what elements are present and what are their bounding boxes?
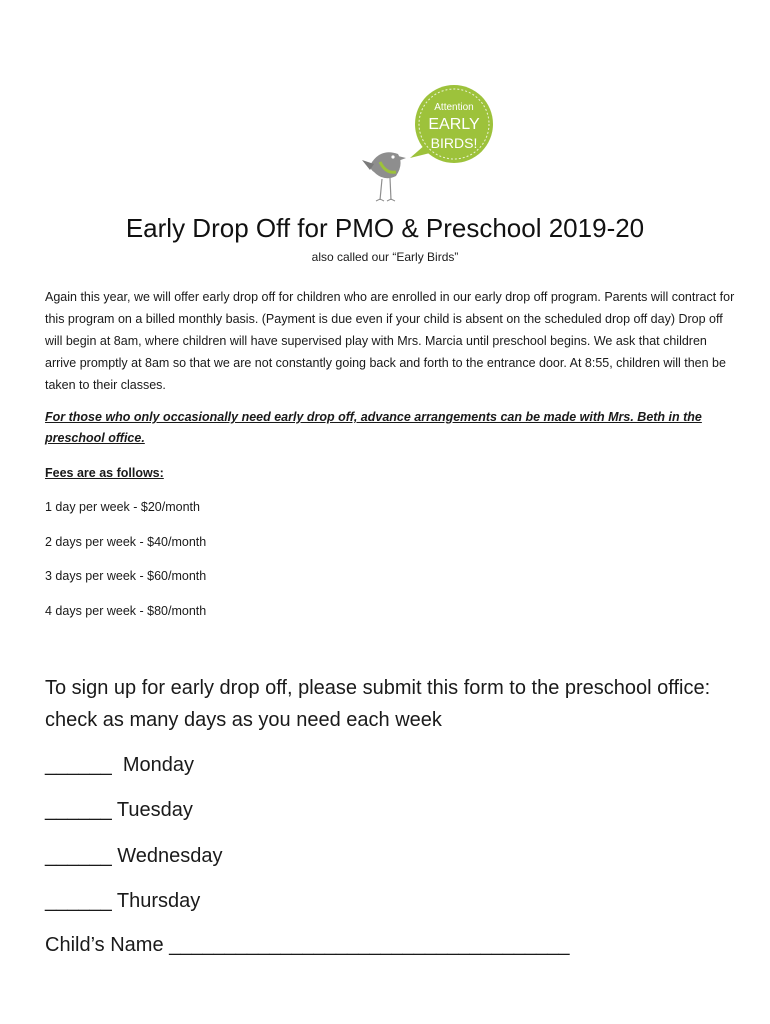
- fee-item: 4 days per week - $80/month: [45, 604, 207, 618]
- intro-paragraph: Again this year, we will offer early drop off for children who are enrolled in our early drop off program. Parents will contract for this program on a billed monthly basis. (Payment is due even if your child is absent on the scheduled drop off day) Drop off will begin at 8am, where children will have supervised play with Mrs. Marcia until preschool begins. We ask that children arrive promptly at 8am so that we are not constantly going back and forth to the entrance door. At 8:55, children will then be taken to their classes.: [45, 290, 735, 392]
- fees-heading: Fees are as follows:: [45, 466, 164, 480]
- fee-item: 1 day per week - $20/month: [45, 500, 200, 514]
- signup-instructions: To sign up for early drop off, please submit this form to the preschool office: check as many days as you need each week: [45, 677, 711, 731]
- page-subtitle: also called our “Early Birds”: [311, 250, 459, 264]
- occasional-note: For those who only occasionally need early drop off, advance arrangements can be made with Mrs. Beth in the preschool office.: [45, 410, 702, 445]
- fee-item: 3 days per week - $60/month: [45, 569, 207, 583]
- logo-line-1: Attention: [434, 102, 474, 113]
- day-wednesday-line[interactable]: ______ Wednesday: [45, 845, 223, 867]
- logo-line-2: EARLY: [428, 116, 480, 133]
- day-monday-line[interactable]: ______ Monday: [45, 754, 195, 776]
- fee-item: 2 days per week - $40/month: [45, 535, 207, 549]
- logo-line-3: BIRDS!: [430, 135, 478, 151]
- child-name-field[interactable]: Child’s Name ____________________________________: [45, 934, 570, 956]
- page-title: Early Drop Off for PMO & Preschool 2019-20: [125, 213, 645, 243]
- early-birds-logo: [360, 82, 505, 204]
- day-thursday-line[interactable]: ______ Thursday: [45, 890, 201, 912]
- bird-icon: [362, 152, 406, 201]
- day-tuesday-line[interactable]: ______ Tuesday: [45, 799, 193, 821]
